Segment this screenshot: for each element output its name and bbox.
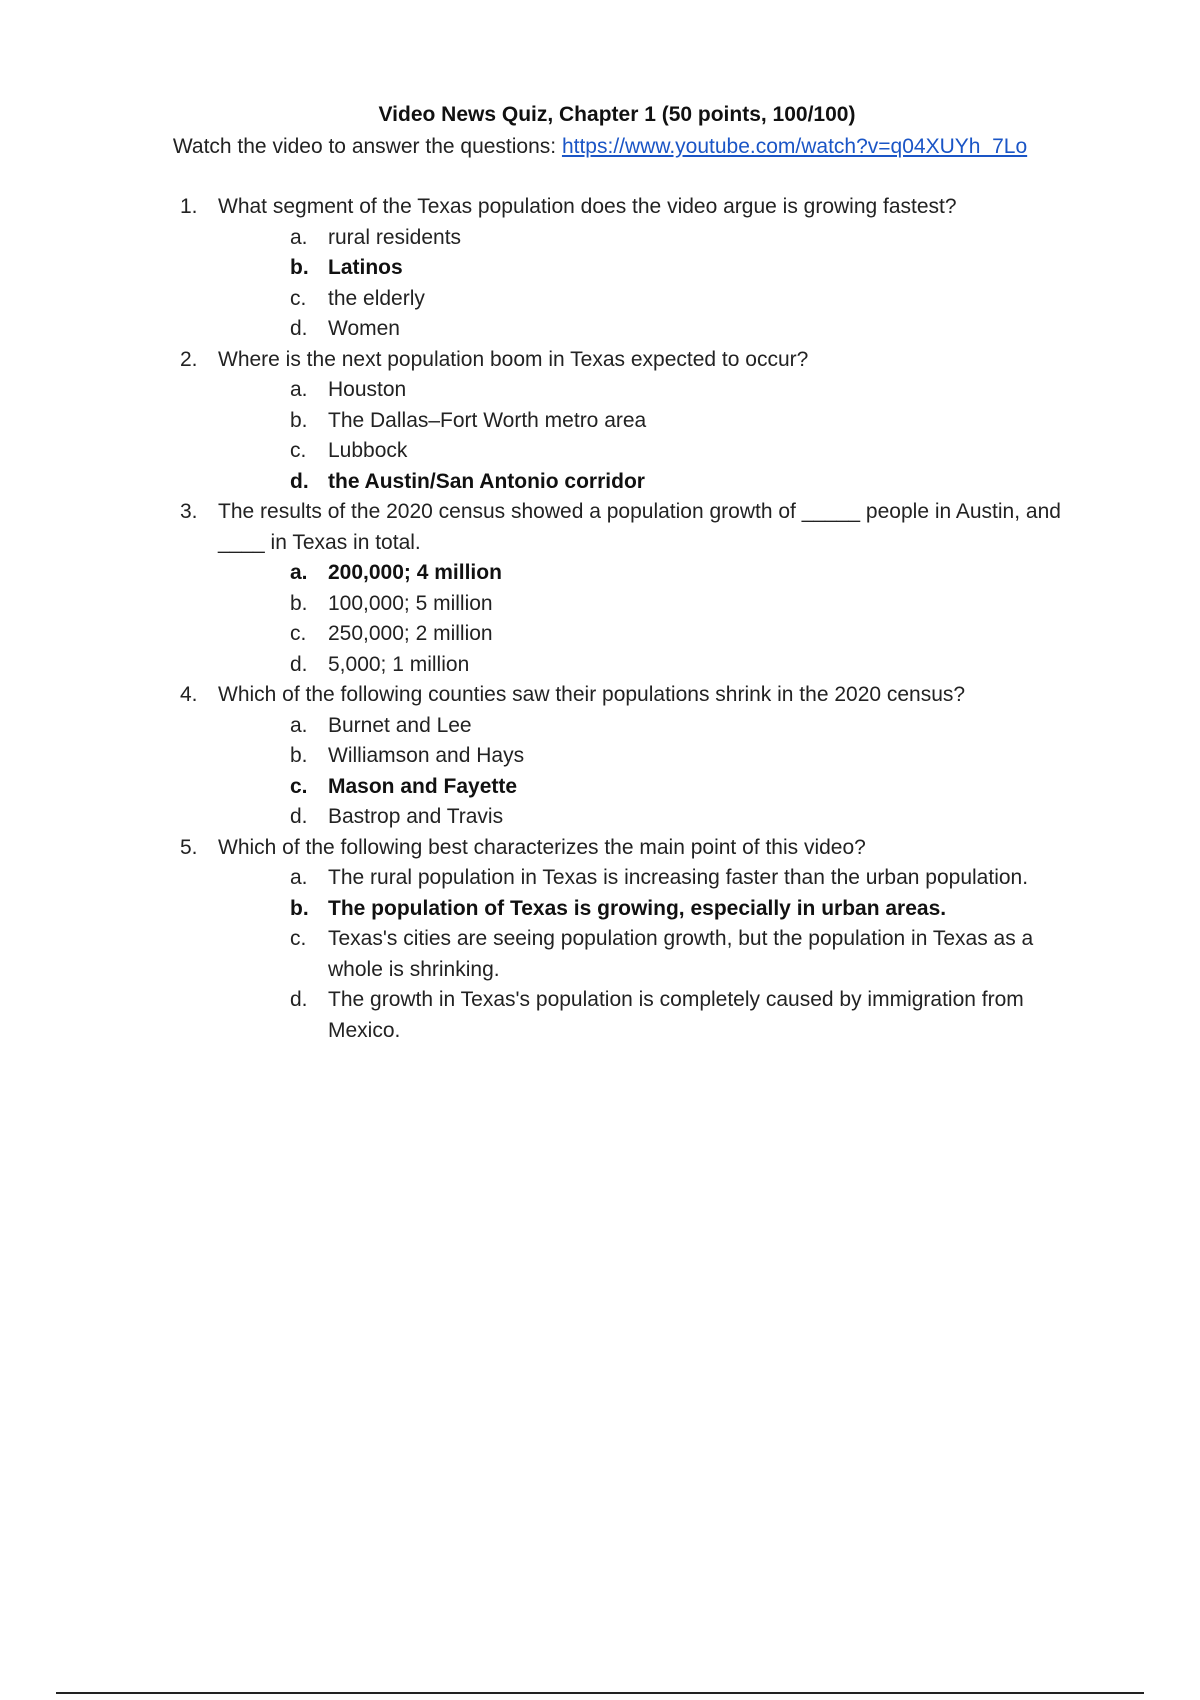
- choice-text: Burnet and Lee: [328, 713, 472, 737]
- choice-letter: d.: [290, 988, 308, 1011]
- choice-letter: a.: [290, 866, 308, 889]
- choice-text: The population of Texas is growing, especially in urban areas.: [328, 896, 947, 920]
- choice-1a: [218, 223, 1080, 254]
- choice-5d: [218, 985, 1080, 1046]
- choice-list: [218, 223, 1080, 345]
- question-2: [180, 345, 1080, 498]
- choice-letter: b.: [290, 896, 309, 920]
- choice-5a: [218, 863, 1080, 894]
- choice-4b: [218, 741, 1080, 772]
- choice-text: Women: [328, 317, 400, 340]
- choice-letter: c.: [290, 774, 308, 798]
- choice-5b-correct: [218, 894, 1080, 925]
- question-number: 4.: [180, 683, 198, 706]
- question-number: 2.: [180, 347, 198, 371]
- choice-3d: [218, 650, 1080, 681]
- choice-text: The growth in Texas's population is completely caused by immigration from Mexico.: [328, 988, 1024, 1042]
- choice-text: The rural population in Texas is increasing faster than the urban population.: [328, 866, 1029, 889]
- intro-line: [0, 132, 1200, 162]
- question-text: The results of the 2020 census showed a population growth of _____ people in Austin, and ____ in Texas in total.: [218, 500, 1061, 554]
- choice-3c: [218, 619, 1080, 650]
- choice-letter: d.: [290, 317, 308, 340]
- choice-2a: [218, 375, 1080, 406]
- question-number: 5.: [180, 835, 198, 859]
- choice-2d-correct: [218, 467, 1080, 498]
- question-5: [180, 833, 1080, 1047]
- question-3: [180, 497, 1080, 680]
- choice-letter: b.: [290, 408, 308, 432]
- intro-text: Watch the video to answer the questions:: [172, 135, 562, 158]
- choice-list: [218, 711, 1080, 833]
- choice-4a: [218, 711, 1080, 742]
- choice-letter: b.: [290, 256, 309, 279]
- choice-1d: [218, 314, 1080, 345]
- choice-letter: c.: [290, 286, 307, 310]
- choice-text: Lubbock: [328, 439, 408, 462]
- choice-text: Mason and Fayette: [328, 774, 518, 798]
- choice-letter: b.: [290, 591, 308, 615]
- choice-1b-correct: [218, 253, 1080, 284]
- choice-letter: d.: [290, 805, 308, 828]
- question-text: Where is the next population boom in Texas expected to occur?: [218, 347, 809, 371]
- choice-letter: d.: [290, 469, 309, 493]
- choice-letter: a.: [290, 378, 308, 401]
- choice-text: the Austin/San Antonio corridor: [328, 469, 645, 493]
- choice-4c-correct: [218, 772, 1080, 803]
- choice-text: 250,000; 2 million: [328, 622, 493, 645]
- choice-text: the elderly: [328, 286, 425, 310]
- choice-letter: a.: [290, 561, 308, 584]
- choice-text: 100,000; 5 million: [328, 591, 493, 615]
- quiz-title: Video News Quiz, Chapter 1 (50 points, 100/100): [378, 103, 856, 126]
- question-1: [180, 192, 1080, 345]
- choice-list: [218, 375, 1080, 497]
- question-text: Which of the following counties saw their populations shrink in the 2020 census?: [218, 683, 966, 706]
- choice-5c: [218, 924, 1080, 985]
- question-text: What segment of the Texas population does the video argue is growing fastest?: [218, 195, 957, 218]
- question-number: 1.: [180, 195, 198, 218]
- choice-text: The Dallas–Fort Worth metro area: [328, 408, 647, 432]
- choice-1c: [218, 284, 1080, 315]
- question-list: [180, 192, 1080, 1046]
- choice-letter: b.: [290, 744, 308, 767]
- choice-3b: [218, 589, 1080, 620]
- choice-2b: [218, 406, 1080, 437]
- choice-text: Houston: [328, 378, 407, 401]
- question-number: 3.: [180, 500, 198, 523]
- choice-text: Latinos: [328, 256, 403, 279]
- choice-text: rural residents: [328, 225, 462, 249]
- choice-list: [218, 558, 1080, 680]
- choice-text: Bastrop and Travis: [328, 805, 504, 828]
- choice-letter: c.: [290, 622, 307, 645]
- choice-letter: a.: [290, 713, 308, 737]
- video-link[interactable]: https://www.youtube.com/watch?v=q04XUYh_7Lo: [561, 135, 1028, 158]
- choice-letter: d.: [290, 652, 308, 676]
- choice-4d: [218, 802, 1080, 833]
- choice-2c: [218, 436, 1080, 467]
- choice-text: Williamson and Hays: [328, 744, 525, 767]
- choice-text: 5,000; 1 million: [328, 652, 470, 676]
- choice-text: Texas's cities are seeing population growth, but the population in Texas as a whole is shrinking.: [328, 927, 1034, 981]
- page-bottom-rule: [56, 1692, 1144, 1694]
- choice-letter: c.: [290, 927, 307, 950]
- choice-text: 200,000; 4 million: [328, 561, 502, 584]
- choice-letter: c.: [290, 439, 307, 462]
- choice-letter: a.: [290, 225, 308, 249]
- choice-list: [218, 863, 1080, 1046]
- question-4: [180, 680, 1080, 833]
- question-text: Which of the following best characterizes the main point of this video?: [218, 835, 866, 859]
- choice-3a-correct: [218, 558, 1080, 589]
